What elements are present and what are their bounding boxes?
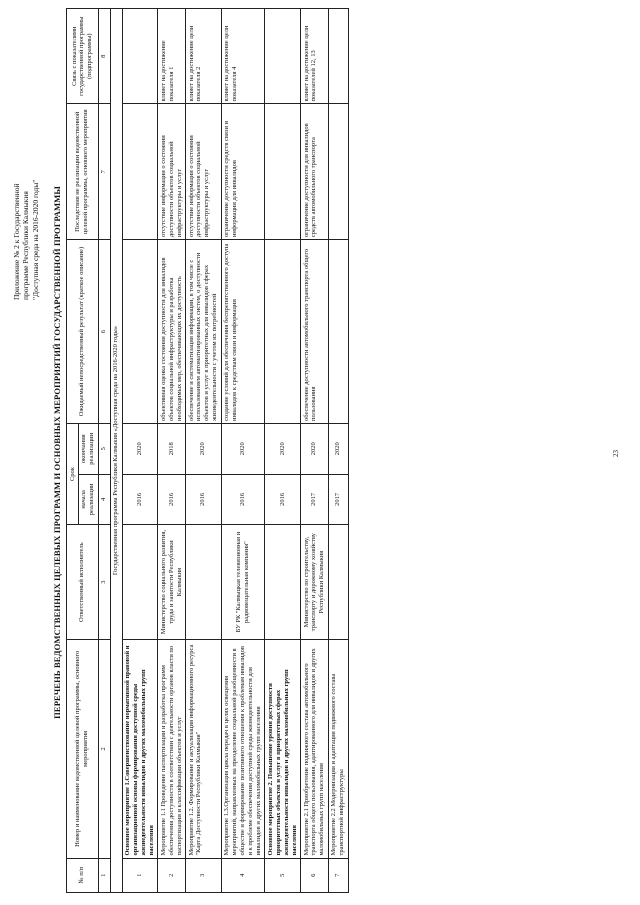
row-num: 2 — [158, 858, 186, 892]
table-row — [122, 9, 158, 893]
row-executor — [265, 525, 301, 640]
row-link — [328, 9, 348, 104]
row-start: 2017 — [328, 474, 348, 525]
row-end: 2020 — [328, 424, 348, 475]
row-consequences — [328, 104, 348, 240]
col-number: 7 — [98, 104, 110, 240]
row-consequences — [122, 104, 158, 240]
row-end: 2020 — [186, 424, 222, 475]
header-end: окончания реализации — [78, 424, 98, 475]
column-numbers-row — [98, 9, 110, 893]
row-result — [122, 240, 158, 424]
col-number: 2 — [98, 640, 110, 858]
header-consequences: Последствия не реализации ведомственной целевой программы, основного мероприятия — [67, 104, 99, 240]
row-result: создание условий для обеспечения беспрепятственного доступа инвалидов к средствам связи и информации — [221, 240, 265, 424]
row-consequences — [265, 104, 301, 240]
row-consequences: ограничение доступности для инвалидов средств автомобильного транспорта — [301, 104, 329, 240]
appendix-note — [12, 60, 40, 300]
header-num: № п/п — [67, 858, 99, 892]
col-number: 5 — [98, 424, 110, 475]
row-start: 2016 — [186, 474, 222, 525]
header-link: Связь с показателями государственной программы (подпрограммы) — [67, 9, 99, 104]
row-link: влияет на достижение цели показателя 2 — [186, 9, 222, 104]
row-result — [328, 240, 348, 424]
header-result: Ожидаемый непосредственный результат (краткое описание) — [67, 240, 99, 424]
row-link: влияет на достижение цели показателей 12, 13 — [301, 9, 329, 104]
row-name: Мероприятие 2.1 Приобретение подвижного состава автомобильного транспорта общего пользования, адаптированного для инвалидов и других маломобильных групп населения — [301, 640, 329, 858]
row-end: 2020 — [122, 424, 158, 475]
row-num: 3 — [186, 858, 222, 892]
row-consequences: ограничение доступности средств связи и информации для инвалидов — [221, 104, 265, 240]
header-start: начала реализации — [78, 474, 98, 525]
row-end: 2018 — [158, 424, 186, 475]
table-row — [158, 9, 186, 893]
program-row — [110, 9, 122, 893]
row-executor — [328, 525, 348, 640]
col-number: 1 — [98, 858, 110, 892]
row-num: 6 — [301, 858, 329, 892]
row-start: 2016 — [158, 474, 186, 525]
col-number: 6 — [98, 240, 110, 424]
header-row — [67, 9, 79, 893]
row-consequences: отсутствие информации о состоянии доступности объектов социальной инфраструктуры и услуг — [158, 104, 186, 240]
row-link: влияет на достижение цели показателя 4 — [221, 9, 265, 104]
row-link: влияет на достижение показателя 1 — [158, 9, 186, 104]
table-row — [186, 9, 222, 893]
row-executor: Министерство социального развития, труда и занятости Республики Калмыкия — [158, 525, 186, 640]
row-result — [265, 240, 301, 424]
row-end: 2020 — [301, 424, 329, 475]
row-num: 1 — [122, 858, 158, 892]
table-row — [301, 9, 329, 893]
programs-table — [66, 8, 349, 893]
row-start: 2016 — [122, 474, 158, 525]
table-row — [265, 9, 301, 893]
page-number: 23 — [612, 450, 620, 457]
table-row — [328, 9, 348, 893]
row-start: 2016 — [265, 474, 301, 525]
row-result: обеспечение и систематизация информации, в том числе с использованием автоматизированных систем, о доступности объектов и услуг в приоритетных для инвалидов сферах жизнедеятельности с учетом их потребностей — [186, 240, 222, 424]
col-number: 8 — [98, 9, 110, 104]
row-num: 5 — [265, 858, 301, 892]
header-executor: Ответственный исполнитель — [67, 525, 99, 640]
col-number: 4 — [98, 474, 110, 525]
appendix-line-2: программе Республики Калмыкия — [21, 191, 31, 300]
col-number: 3 — [98, 525, 110, 640]
row-link — [122, 9, 158, 104]
row-name: Основное мероприятие 1.Совершенствование нормативной правовой и организационной основы формирования доступной среды жизнедеятельности инвалидов и других маломобильных групп населения — [122, 640, 158, 858]
row-num: 7 — [328, 858, 348, 892]
row-name: Мероприятие 2.2 Модернизация и адаптация подвижного состава транспортной инфраструктуры — [328, 640, 348, 858]
row-name: Основное мероприятие 2. Повышение уровня доступности приоритетных объектов и услуг в приоритетных сферах жизнедеятельности инвалидов и других маломобильных групп населения — [265, 640, 301, 858]
row-consequences: отсутствие информации о состоянии доступности объектов социальной инфраструктуры и услуг — [186, 104, 222, 240]
row-name: Мероприятие 1.2. Формирование и актуализация информационного ресурса "Карта Доступности Республики Калмыкия" — [186, 640, 222, 858]
table-row — [221, 9, 265, 893]
row-end: 2020 — [265, 424, 301, 475]
row-executor — [186, 525, 222, 640]
row-executor: БУ РК "Калмыцкая телевизионная и радиовещательная компания" — [221, 525, 265, 640]
row-name: Мероприятие 1.3.Организация цикла передач в целях освещения мероприятий, направленных на преодоление социальной разобщенности в обществе и формирование позитивного отношения к проблемам инвалидов и к проблеме обеспечения доступной среды жизнедеятельности для инвалидов и других маломобильных групп населения — [221, 640, 265, 858]
header-term: Срок — [67, 424, 79, 525]
row-result: обеспечение доступности автомобильного транспорта общего пользования — [301, 240, 329, 424]
row-num: 4 — [221, 858, 265, 892]
row-name: Мероприятие 1.1 Проведение паспортизации и разработка программ обеспечения доступности в соответствии с деятельности органов власти по паспортизации и классификации объектов и услуг — [158, 640, 186, 858]
appendix-line-1: Приложение № 2 к Государственной — [12, 183, 21, 300]
header-name: Номер и наименование ведомственной целевой программы, основного мероприятия — [67, 640, 99, 858]
appendix-line-3: "Доступная среда на 2016-2020 годы" — [30, 179, 40, 300]
row-executor: Министерство по строительству, транспорту и дорожному хозяйству Республики Калмыкия — [301, 525, 329, 640]
row-start: 2016 — [221, 474, 265, 525]
row-start: 2017 — [301, 474, 329, 525]
program-title: Государственная программа Республики Калмыкия «Доступная среда на 2016-2020 годы» — [110, 9, 122, 893]
row-end: 2020 — [221, 424, 265, 475]
document-title: ПЕРЕЧЕНЬ ВЕДОМСТВЕННЫХ ЦЕЛЕВЫХ ПРОГРАММ И ОСНОВНЫХ МЕРОПРИЯТИЙ ГОСУДАРСТВЕННОЙ ПРОГРАММЫ — [52, 186, 62, 719]
row-result: объективная оценка состояния доступности для инвалидов объектов социальной инфраструктуры и разработка необходимых мер, обеспечивающих их доступность — [158, 240, 186, 424]
row-executor — [122, 525, 158, 640]
row-link — [265, 9, 301, 104]
